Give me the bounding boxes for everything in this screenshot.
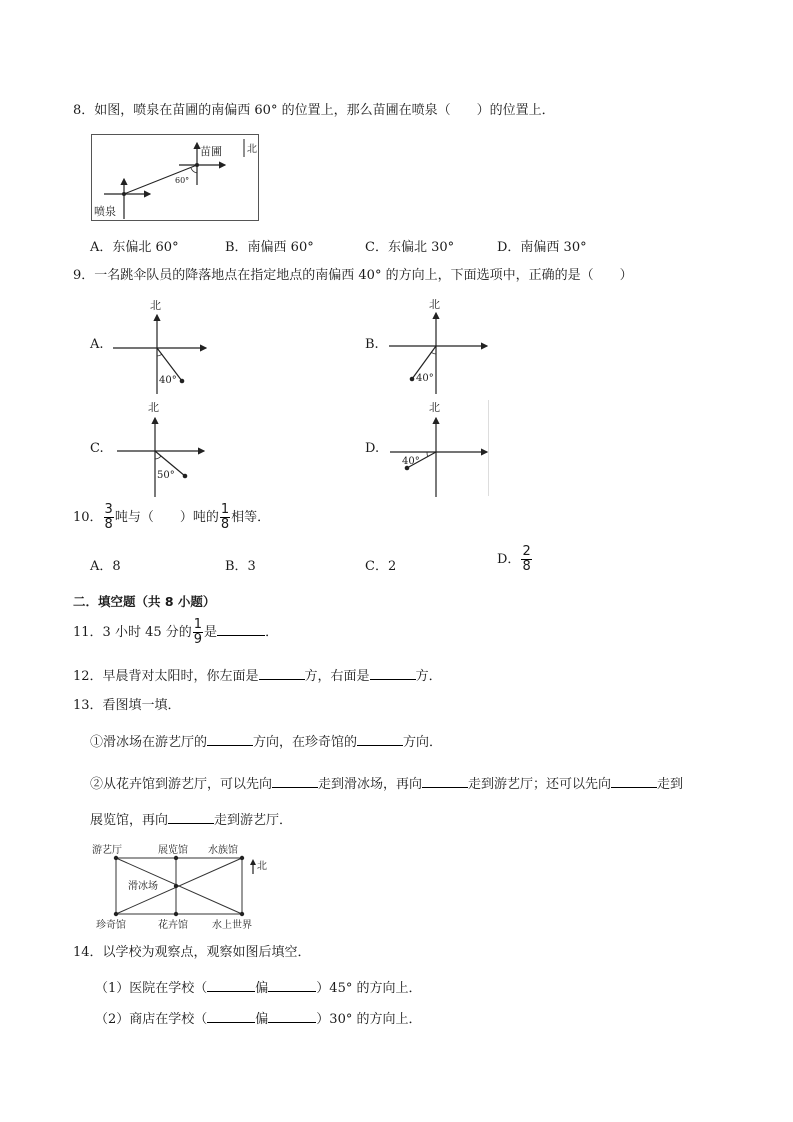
- q12-blank-left[interactable]: [259, 665, 305, 680]
- q10-fraction-1: $\frac{3}{8}$: [104, 502, 113, 532]
- map-label-ice-rink: 滑冰场: [128, 881, 158, 892]
- q8-figure: [91, 134, 259, 221]
- q14-sub2-blank-2[interactable]: [268, 1008, 316, 1023]
- q11-text: 11．3 小时 45 分的 $\frac{1}{9}$ 是 ．: [73, 617, 279, 647]
- q9-option-c-diagram[interactable]: [110, 398, 220, 498]
- q10-text: 10． $\frac{3}{8}$ 吨与（ ）吨的 $\frac{1}{8}$ 相等．: [73, 502, 271, 532]
- q8-option-c[interactable]: C．东偏北 30°: [365, 240, 455, 255]
- map-label-amusement-hall: 游艺厅: [92, 845, 122, 856]
- q13-text: 13．看图填一填．: [73, 698, 181, 713]
- q10-option-b[interactable]: B．3: [225, 559, 256, 574]
- q11-fraction: $\frac{1}{9}$: [193, 617, 203, 647]
- q14-sub2: （2）商店在学校（ 偏 ）30° 的方向上．: [95, 1008, 421, 1027]
- svg-text:50°: 50°: [157, 470, 175, 481]
- q13-sub2-continued: 展览馆，再向 走到游艺厅．: [90, 809, 292, 828]
- q12-blank-right[interactable]: [370, 665, 416, 680]
- svg-text:北: 北: [150, 299, 161, 312]
- q13-map-diagram: [88, 838, 278, 930]
- q9-option-c-letter[interactable]: C.: [90, 441, 104, 456]
- q9-option-a-letter[interactable]: A.: [90, 337, 104, 352]
- q8-north-label: 北: [247, 144, 257, 155]
- q11-answer-blank[interactable]: [217, 621, 265, 636]
- svg-text:北: 北: [148, 401, 159, 414]
- svg-text:40°: 40°: [159, 375, 177, 386]
- q8-angle-label: 60°: [175, 176, 190, 185]
- svg-text:40°: 40°: [402, 456, 420, 467]
- q9-option-b-diagram[interactable]: [385, 295, 495, 395]
- map-label-water-world: 水上世界: [212, 920, 252, 930]
- q8-direction-diagram: [92, 135, 258, 220]
- q13-sub2-blank-1[interactable]: [272, 773, 318, 788]
- q9-option-d-letter[interactable]: D.: [365, 441, 380, 456]
- q13-sub2-blank-4[interactable]: [168, 809, 214, 824]
- map-label-aquarium: 水族馆: [208, 845, 238, 856]
- q8-fountain-label: 喷泉: [94, 205, 116, 218]
- map-north-label: 北: [257, 861, 267, 872]
- q14-sub2-blank-1[interactable]: [207, 1008, 255, 1023]
- section-title-fill-in: 二．填空题（共 8 小题）: [73, 594, 216, 609]
- q9-option-d-diagram[interactable]: [385, 398, 495, 498]
- q10-option-a[interactable]: A．8: [90, 559, 121, 574]
- svg-text:北: 北: [429, 298, 440, 311]
- q8-nursery-label: 苗圃: [200, 145, 222, 158]
- q14-sub1: （1）医院在学校（ 偏 ）45° 的方向上．: [95, 977, 421, 996]
- map-label-curio-hall: 珍奇馆: [96, 920, 126, 930]
- q10-option-d[interactable]: D． $\frac{2}{8}$: [497, 544, 531, 574]
- q8-option-d[interactable]: D．南偏西 30°: [497, 240, 587, 255]
- svg-text:40°: 40°: [416, 373, 434, 384]
- q8-option-b[interactable]: B．南偏西 60°: [225, 240, 314, 255]
- q9-text: 9．一名跳伞队员的降落地点在指定地点的南偏西 40° 的方向上，下面选项中，正确的是（ ）: [73, 268, 633, 283]
- q12-text: 12．早晨背对太阳时，你左面是 方，右面是 方．: [73, 665, 442, 686]
- q13-sub1-blank-2[interactable]: [357, 731, 403, 746]
- q8-text: 8．如图，喷泉在苗圃的南偏西 60° 的位置上，那么苗圃在喷泉（ ）的位置上．: [73, 103, 555, 118]
- svg-text:北: 北: [429, 401, 440, 414]
- q10-option-d-fraction: $\frac{2}{8}$: [522, 544, 531, 574]
- q13-sub2-blank-2[interactable]: [422, 773, 468, 788]
- q13-sub1: ①滑冰场在游艺厅的 方向，在珍奇馆的 方向．: [90, 731, 442, 750]
- q10-fraction-2: $\frac{1}{8}$: [220, 502, 230, 532]
- q9-option-a-diagram[interactable]: [110, 295, 220, 395]
- q10-option-c[interactable]: C．2: [365, 559, 397, 574]
- q14-sub1-blank-2[interactable]: [268, 977, 316, 992]
- map-label-flower-hall: 花卉馆: [158, 920, 188, 930]
- q13-sub2: ②从花卉馆到游艺厅，可以先向 走到滑冰场，再向 走到游艺厅；还可以先向 走到: [90, 773, 683, 792]
- q9-option-b-letter[interactable]: B.: [365, 337, 379, 352]
- map-label-exhibition-hall: 展览馆: [158, 845, 188, 856]
- q9-scan-edge: [488, 400, 489, 496]
- q13-sub1-blank-1[interactable]: [207, 731, 253, 746]
- q14-text: 14．以学校为观察点，观察如图后填空．: [73, 945, 311, 960]
- q13-sub2-blank-3[interactable]: [611, 773, 657, 788]
- q8-option-a[interactable]: A．东偏北 60°: [90, 240, 179, 255]
- q14-sub1-blank-1[interactable]: [207, 977, 255, 992]
